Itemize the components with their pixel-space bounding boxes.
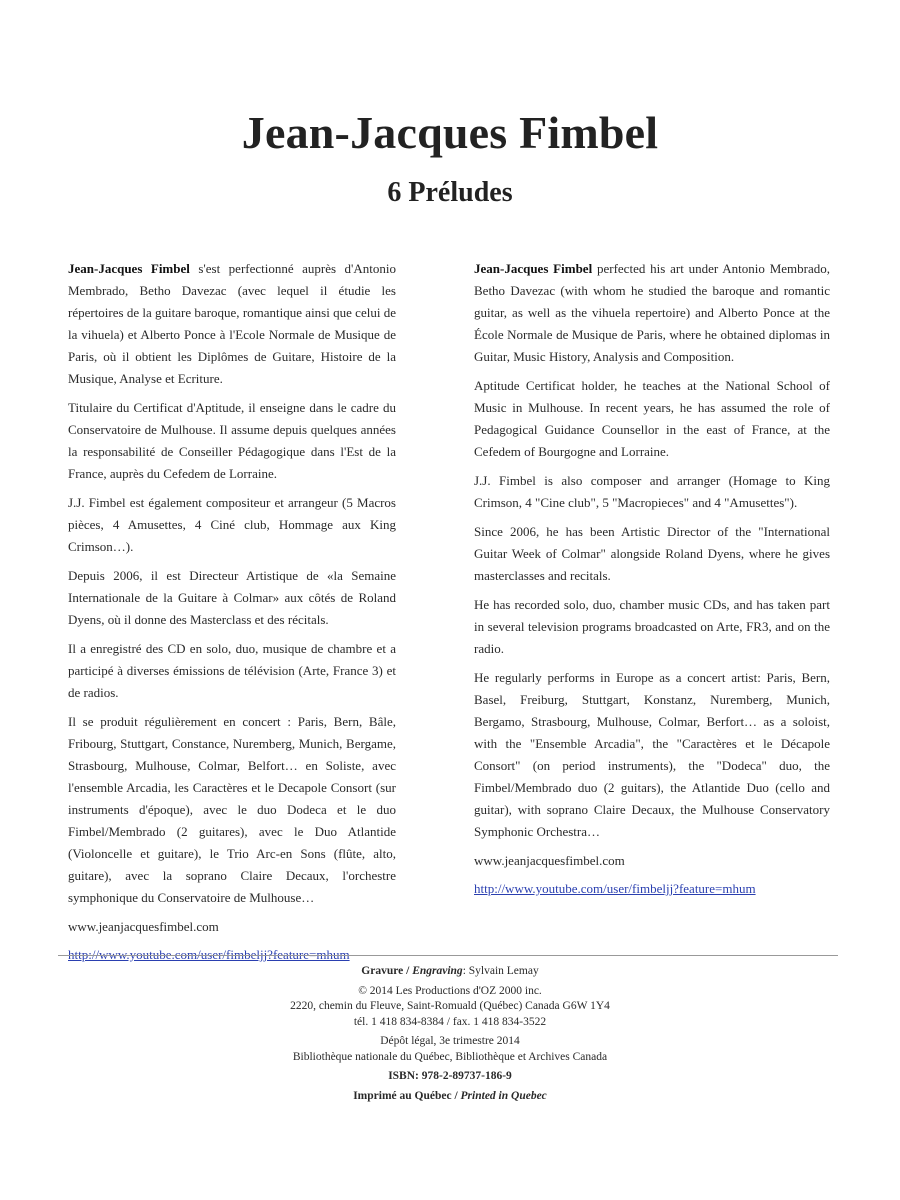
en-composer-name: Jean-Jacques Fimbel <box>474 261 593 276</box>
en-youtube-row <box>474 878 830 900</box>
fr-paragraph-1 <box>68 258 396 390</box>
engraving-label-en: Engraving <box>412 965 463 977</box>
fr-paragraph-3: J.J. Fimbel est également compositeur et arrangeur (5 Macros pièces, 4 Amusettes, 4 Ciné club, Hommage aux King Crimson…). <box>68 495 396 554</box>
french-biography-column <box>68 258 396 973</box>
library-archives: Bibliothèque nationale du Québec, Bibliothèque et Archives Canada <box>292 1050 608 1063</box>
en-paragraph-6: He regularly performs in Europe as a concert artist: Paris, Bern, Basel, Freiburg, Stuttgart, Konstanz, Nuremberg, Munich, Bergamo, Strasbourg, Mulhouse, Colmar, Berfort… as a soloist, with the "Ensemble Arcadia", the "Caractères et le Décapole Consort" (on period instruments), the "Dodeca" duo, the Fimbel/Membrado duo (2 guitars), the Atlantide Duo (cello and guitar), with soprano Claire Decaux, the Mulhouse Conservatory Symphonic Orchestra… <box>474 670 830 839</box>
fr-youtube-link[interactable]: http://www.youtube.com/user/fimbeljj?feature=mhum <box>68 947 350 962</box>
fr-paragraph-2: Titulaire du Certificat d'Aptitude, il enseigne dans le cadre du Conservatoire de Mulhouse. Il assume depuis quelques années la responsabilité de Conseiller Pédagogique dans l'Est de la France, auprès du Cefedem de Lorraine. <box>68 400 396 481</box>
en-paragraph-4: Since 2006, he has been Artistic Director of the "International Guitar Week of Colmar" alongside Roland Dyens, where he gives masterclasses and recitals. <box>474 524 830 583</box>
en-website-text: www.jeanjacquesfimbel.com <box>474 853 625 868</box>
fr-paragraph-6: Il se produit régulièrement en concert : Paris, Bern, Bâle, Fribourg, Stuttgart, Constance, Nuremberg, Munich, Bergame, Strasbourg, Mulhouse, Colmar, Belfort… en Soliste, avec l'ensemble Arcadia, les Caractères et le Decapole Consort (sur instruments d'époque), avec le duo Dodeca et le duo Fimbel/Membrado (2 guitares), avec le Duo Atlantide (Violoncelle et guitare), le Trio Arc-en Sons (flûte, alto, guitare), avec la soprano Claire Decaux, l'orchestre symphonique du Conservatoire de Mulhouse… <box>68 714 396 905</box>
fr-website-text: www.jeanjacquesfimbel.com <box>68 919 219 934</box>
colophon <box>0 964 900 1104</box>
publisher-address: 2220, chemin du Fleuve, Saint-Romuald (Québec) Canada G6W 1Y4 <box>290 1000 610 1012</box>
publisher-phone: tél. 1 418 834-8384 / fax. 1 418 834-3522 <box>353 1015 547 1028</box>
divider-line <box>58 955 838 956</box>
composer-title: Jean-Jacques Fimbel <box>241 107 659 158</box>
work-subtitle: 6 Préludes <box>387 177 513 208</box>
fr-paragraph-4: Depuis 2006, il est Directeur Artistique de «la Semaine Internationale de la Guitare à Colmar» aux côtés de Roland Dyens, où il donne des Masterclass et des récitals. <box>68 568 396 627</box>
fr-paragraph-1-text: s'est perfectionné auprès d'Antonio Membrado, Betho Davezac (avec lequel il étudie les répertoires de la guitare baroque, romantique ainsi que celui de la vihuela) et Alberto Ponce à l'Ecole Normale de Musique de Paris, où il obtient les Diplômes de Guitare, Histoire de la Musique, Analyse et Ecriture. <box>68 261 396 386</box>
copyright-line: © 2014 Les Productions d'OZ 2000 inc. <box>358 984 542 997</box>
english-biography-column <box>474 258 830 907</box>
engraving-label-fr: Gravure / <box>361 965 413 977</box>
en-paragraph-2: Aptitude Certificat holder, he teaches at the National School of Music in Mulhouse. In recent years, he has assumed the role of Pedagogical Guidance Counsellor in the east of France, at the Cefedem of Bourgogne and Lorraine. <box>474 378 830 459</box>
fr-paragraph-5: Il a enregistré des CD en solo, duo, musique de chambre et a participé à diverses émissions de télévision (Arte, France 3) et de radios. <box>68 641 396 700</box>
isbn: ISBN: 978-2-89737-186-9 <box>388 1070 512 1082</box>
printed-in <box>0 1089 900 1105</box>
en-paragraph-1-text: perfected his art under Antonio Membrado, Betho Davezac (with whom he studied the baroque and romantic guitar, as well as the vihuela repertoire) and Alberto Ponce at the École Normale de Musique de Paris, where he obtained diplomas in Guitar, Music History, Analysis and Composition. <box>474 261 830 364</box>
en-paragraph-3: J.J. Fimbel is also composer and arranger (Homage to King Crimson, 4 "Cine club", 5 "Macropieces" and 4 "Amusettes"). <box>474 473 830 510</box>
printed-in-fr: Imprimé au Québec / <box>353 1089 461 1102</box>
printed-in-en: Printed in Quebec <box>460 1089 547 1102</box>
engraving-credit <box>0 964 900 980</box>
legal-deposit: Dépôt légal, 3e trimestre 2014 <box>380 1035 520 1047</box>
en-paragraph-5: He has recorded solo, duo, chamber music CDs, and has taken part in several television programs broadcasted on Arte, FR3, and on the radio. <box>474 597 830 656</box>
en-paragraph-1 <box>474 258 830 368</box>
fr-composer-name: Jean-Jacques Fimbel <box>68 261 190 276</box>
engraving-value: : Sylvain Lemay <box>462 965 539 977</box>
en-youtube-link[interactable]: http://www.youtube.com/user/fimbeljj?feature=mhum <box>474 881 756 896</box>
